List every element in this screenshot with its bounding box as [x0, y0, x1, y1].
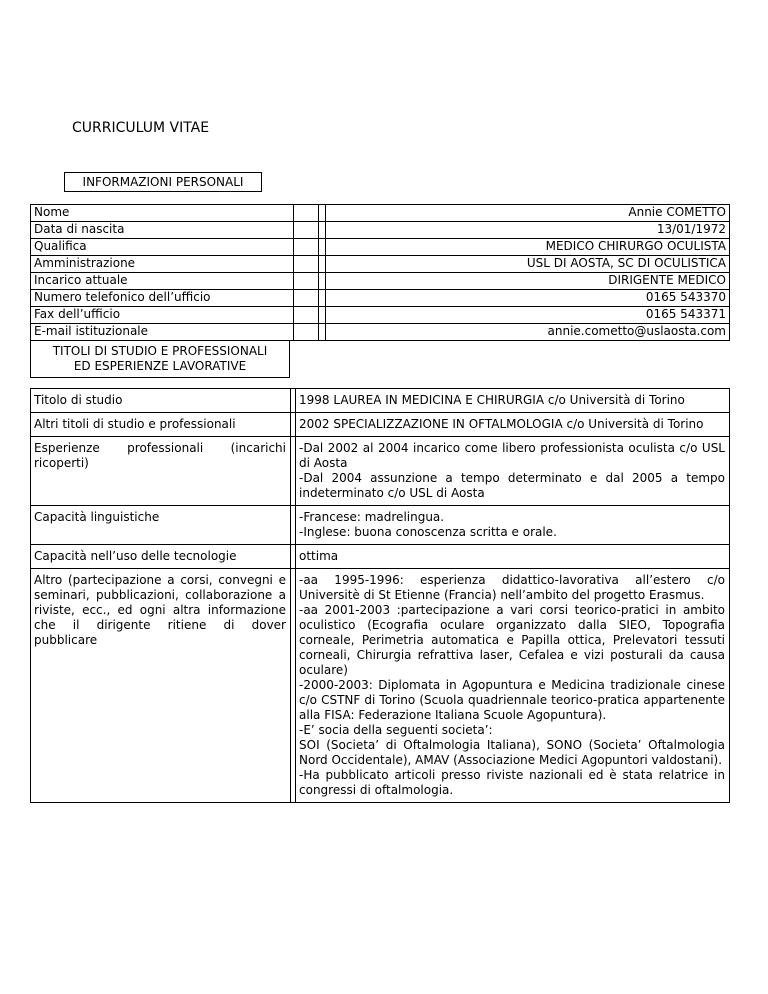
spacer-cell — [319, 307, 326, 324]
section-studies-header — [30, 340, 290, 378]
spacer-cell — [294, 290, 319, 307]
lingue-line: -Francese: madrelingua. — [299, 510, 445, 524]
table-row — [31, 413, 730, 437]
personal-label-telefono: Numero telefonico dell’ufficio — [31, 290, 294, 307]
personal-value-amministrazione: USL DI AOSTA, SC DI OCULISTICA — [326, 256, 730, 273]
studies-table — [30, 388, 730, 803]
personal-label-qualifica: Qualifica — [31, 239, 294, 256]
table-row — [31, 506, 730, 545]
studies-label-altro: Altro (partecipazione a corsi, convegni e seminari, pubblicazioni, collaborazione a riviste, ecc., ed ogni altra informazione che il dirigente ritiene di dover pubblicare — [31, 569, 291, 803]
personal-value-telefono: 0165 543370 — [326, 290, 730, 307]
spacer-cell — [319, 239, 326, 256]
table-row — [31, 569, 730, 803]
personal-value-fax: 0165 543371 — [326, 307, 730, 324]
table-row — [31, 290, 730, 307]
altro-line: SOI (Societa’ di Oftalmologia Italiana), SONO (Societa’ Oftalmologia Nord Occidentale), AMAV (Associazione Medici Agopuntori valdostani). — [299, 738, 725, 767]
table-row — [31, 307, 730, 324]
table-row — [31, 205, 730, 222]
spacer-cell — [319, 290, 326, 307]
esperienze-line: -Dal 2002 al 2004 incarico come libero professionista oculista c/o USL di Aosta — [299, 441, 725, 470]
spacer-cell — [319, 205, 326, 222]
studies-value-lingue — [296, 506, 730, 545]
table-row — [31, 437, 730, 506]
personal-label-nome: Nome — [31, 205, 294, 222]
spacer-cell — [319, 256, 326, 273]
table-row — [31, 324, 730, 341]
spacer-cell — [319, 273, 326, 290]
lingue-line: -Inglese: buona conoscenza scritta e orale. — [299, 525, 557, 539]
section-personal-info-header: INFORMAZIONI PERSONALI — [64, 172, 262, 192]
personal-value-incarico: DIRIGENTE MEDICO — [326, 273, 730, 290]
studies-value-altri: 2002 SPECIALIZZAZIONE IN OFTALMOLOGIA c/o Università di Torino — [296, 413, 730, 437]
spacer-cell — [294, 307, 319, 324]
altro-line: -Ha pubblicato articoli presso riviste nazionali ed è stata relatrice in congressi di oftalmologia. — [299, 768, 725, 797]
spacer-cell — [319, 222, 326, 239]
section-studies-line-2: ED ESPERIENZE LAVORATIVE — [73, 359, 247, 373]
table-row — [31, 256, 730, 273]
personal-value-qualifica: MEDICO CHIRURGO OCULISTA — [326, 239, 730, 256]
altro-line: -E’ socia della seguenti societa’: — [299, 723, 493, 737]
esperienze-line: -Dal 2004 assunzione a tempo determinato e dal 2005 a tempo indeterminato c/o USL di Aosta — [299, 471, 725, 500]
studies-value-titolo: 1998 LAUREA IN MEDICINA E CHIRURGIA c/o Università di Torino — [296, 389, 730, 413]
table-row — [31, 389, 730, 413]
spacer-cell — [294, 222, 319, 239]
table-row — [31, 273, 730, 290]
studies-value-altro — [296, 569, 730, 803]
table-row — [31, 545, 730, 569]
personal-label-data-nascita: Data di nascita — [31, 222, 294, 239]
section-studies-line-1: TITOLI DI STUDIO E PROFESSIONALI — [52, 344, 268, 358]
personal-label-incarico: Incarico attuale — [31, 273, 294, 290]
studies-value-tecnologie: ottima — [296, 545, 730, 569]
studies-label-tecnologie: Capacità nell’uso delle tecnologie — [31, 545, 291, 569]
studies-label-titolo: Titolo di studio — [31, 389, 291, 413]
spacer-cell — [294, 205, 319, 222]
spacer-cell — [294, 256, 319, 273]
personal-value-email: annie.cometto@uslaosta.com — [326, 324, 730, 341]
table-row — [31, 239, 730, 256]
altro-line: -2000-2003: Diplomata in Agopuntura e Medicina tradizionale cinese c/o CSTNF di Torino (Scuola quadriennale teorico-pratica appartenente alla FISA: Federazione Italiana Scuole Agopuntura). — [299, 678, 725, 722]
spacer-cell — [294, 239, 319, 256]
personal-label-email: E-mail istituzionale — [31, 324, 294, 341]
altro-line: -aa 2001-2003 :partecipazione a vari corsi teorico-pratici in ambito oculistico (Ecografia oculare organizzato dalla SIEO, Topografia corneale, Perimetria automatica e Papilla ottica, Prelevatori tessuti corneali, Chirurgia refrattiva laser, Cefalea e vizi posturali da causa oculare) — [299, 603, 725, 677]
spacer-cell — [294, 273, 319, 290]
document-title: CURRICULUM VITAE — [72, 120, 210, 136]
personal-label-amministrazione: Amministrazione — [31, 256, 294, 273]
personal-label-fax: Fax dell’ufficio — [31, 307, 294, 324]
studies-label-lingue: Capacità linguistiche — [31, 506, 291, 545]
studies-label-altri: Altri titoli di studio e professionali — [31, 413, 291, 437]
spacer-cell — [294, 324, 319, 341]
altro-line: -aa 1995-1996: esperienza didattico-lavorativa all’estero c/o Universitè di St Etienne (Francia) nell’ambito del progetto Erasmus. — [299, 573, 725, 602]
spacer-cell — [319, 324, 326, 341]
studies-label-esperienze: Esperienze professionali (incarichi ricoperti) — [31, 437, 291, 506]
personal-value-nome: Annie COMETTO — [326, 205, 730, 222]
studies-value-esperienze — [296, 437, 730, 506]
personal-info-table — [30, 204, 730, 341]
personal-value-data-nascita: 13/01/1972 — [326, 222, 730, 239]
table-row — [31, 222, 730, 239]
